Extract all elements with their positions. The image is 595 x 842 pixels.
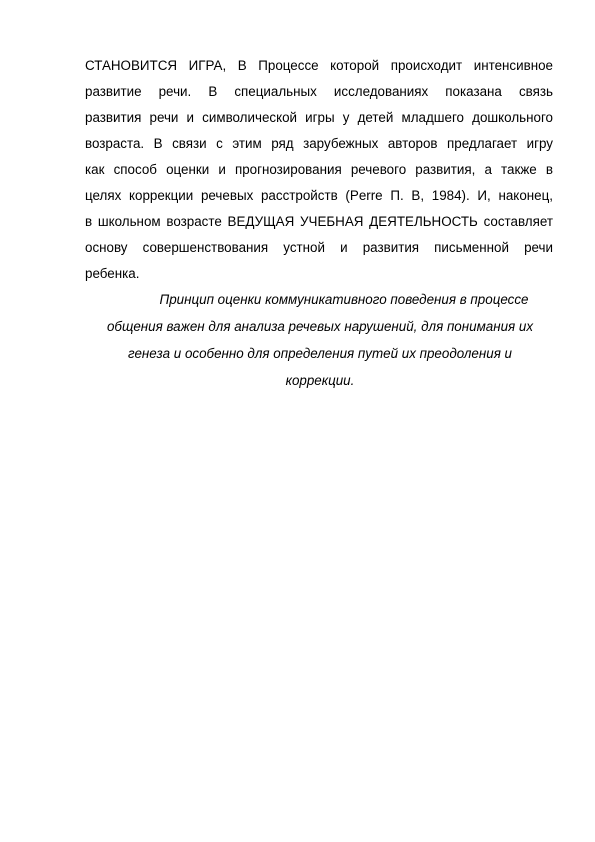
paragraph-line-3: развития речи и символической игры у детей младшего дошкольного: [85, 110, 553, 125]
paragraph-line-8: основу совершенствования устной и развития письменной речи: [85, 240, 553, 255]
body-paragraph: [85, 53, 553, 287]
statement-line-2: общения важен для анализа речевых нарушений, для понимания их: [106, 319, 534, 334]
statement-line-4: коррекции.: [285, 373, 355, 388]
paragraph-line-1: СТАНОВИТСЯ ИГРА, В Процессе которой происходит интенсивное: [85, 58, 553, 73]
statement-line-1: Принцип оценки коммуникативного поведения в процессе: [159, 292, 529, 307]
italic-statement: [70, 286, 570, 394]
paragraph-line-4: возраста. В связи с этим ряд зарубежных авторов предлагает игру: [85, 136, 553, 151]
paragraph-line-5: как способ оценки и прогнозирования речевого развития, а также в: [85, 162, 553, 177]
paragraph-line-9: ребенка.: [85, 266, 140, 281]
paragraph-line-7: в школьном возрасте ВЕДУЩАЯ УЧЕБНАЯ ДЕЯТЕЛЬНОСТЬ составляет: [85, 214, 553, 229]
statement-line-3: генеза и особенно для определения путей их преодоления и: [127, 346, 513, 361]
paragraph-line-2: развитие речи. В специальных исследованиях показана связь: [85, 84, 553, 99]
paragraph-line-6: целях коррекции речевых расстройств (Perre П. В, 1984). И, наконец,: [85, 188, 553, 203]
